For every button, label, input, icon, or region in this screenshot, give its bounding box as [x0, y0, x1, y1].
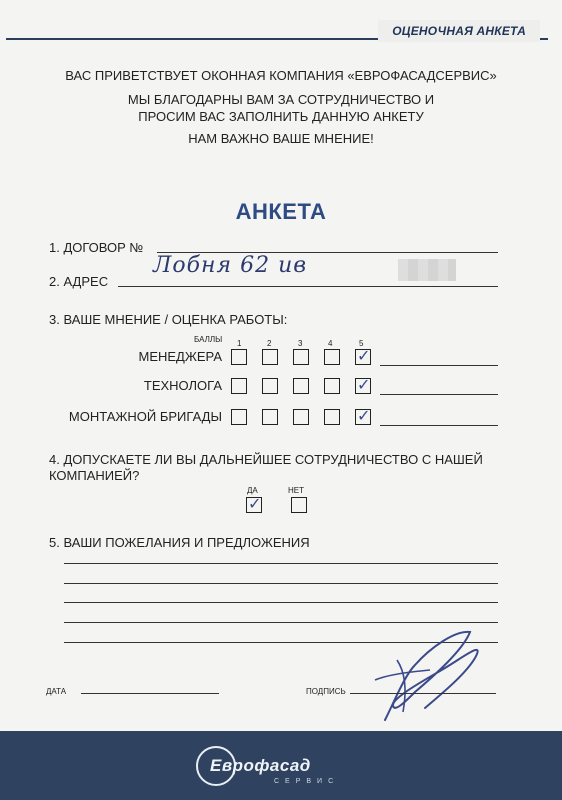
- rating-crew-comment-field[interactable]: [380, 425, 498, 426]
- rating-technologist-comment-field[interactable]: [380, 394, 498, 395]
- score-header-label: БАЛЛЫ: [194, 335, 223, 344]
- address-field[interactable]: [118, 286, 498, 287]
- rating-crew-4-checkbox[interactable]: [324, 409, 340, 425]
- intro-line-3: ПРОСИМ ВАС ЗАПОЛНИТЬ ДАННУЮ АНКЕТУ: [138, 109, 424, 124]
- rating-row-technologist-label: ТЕХНОЛОГА: [143, 378, 222, 393]
- answer-no-checkbox[interactable]: [291, 497, 307, 513]
- intro-line-4: НАМ ВАЖНО ВАШЕ МНЕНИЕ!: [188, 131, 374, 146]
- suggestions-line-1[interactable]: [64, 563, 498, 564]
- intro-line-1: ВАС ПРИВЕТСТВУЕТ ОКОННАЯ КОМПАНИЯ «ЕВРОФАСАДСЕРВИС»: [65, 68, 497, 83]
- logo-sub-text: СЕРВИС: [274, 778, 340, 785]
- signature-field[interactable]: [350, 693, 496, 694]
- header-band: [0, 18, 548, 48]
- rating-technologist-1-checkbox[interactable]: [231, 378, 247, 394]
- score-header-4: 4: [328, 339, 333, 348]
- rating-manager-2-checkbox[interactable]: [262, 349, 278, 365]
- rating-manager-comment-field[interactable]: [380, 365, 498, 366]
- rating-manager-1-checkbox[interactable]: [231, 349, 247, 365]
- question-suggestions-label: 5. ВАШИ ПОЖЕЛАНИЯ И ПРЕДЛОЖЕНИЯ: [49, 535, 310, 550]
- score-header-3: 3: [298, 339, 303, 348]
- rating-row-manager-label: МЕНЕДЖЕРА: [138, 349, 222, 364]
- address-handwritten-value: Лобня 62 ив: [153, 253, 308, 278]
- company-logo: [196, 744, 366, 790]
- rating-technologist-2-checkbox[interactable]: [262, 378, 278, 394]
- answer-yes-label: ДА: [247, 486, 258, 495]
- checkmark-icon: ✓: [248, 494, 262, 513]
- logo-brand-text: Еврофасад: [210, 756, 311, 775]
- suggestions-line-3[interactable]: [64, 602, 498, 603]
- redacted-area: [398, 259, 456, 281]
- intro-line-2: МЫ БЛАГОДАРНЫ ВАМ ЗА СОТРУДНИЧЕСТВО И: [127, 92, 435, 107]
- rating-crew-3-checkbox[interactable]: [293, 409, 309, 425]
- rating-technologist-3-checkbox[interactable]: [293, 378, 309, 394]
- score-header-2: 2: [267, 339, 272, 348]
- rating-technologist-4-checkbox[interactable]: [324, 378, 340, 394]
- form-title: АНКЕТА: [235, 199, 327, 224]
- signature-drawing: [335, 620, 495, 730]
- checkmark-icon: ✓: [357, 406, 371, 425]
- rating-manager-4-checkbox[interactable]: [324, 349, 340, 365]
- question-rating-label: 3. ВАШЕ МНЕНИЕ / ОЦЕНКА РАБОТЫ:: [49, 312, 288, 327]
- date-field[interactable]: [81, 693, 219, 694]
- score-header-5: 5: [359, 339, 364, 348]
- question-cooperation-line-2: КОМПАНИЕЙ?: [49, 468, 140, 483]
- header-tab-title: ОЦЕНОЧНАЯ АНКЕТА: [378, 20, 540, 42]
- answer-no-label: НЕТ: [288, 486, 304, 495]
- checkmark-icon: ✓: [357, 375, 371, 394]
- date-label: ДАТА: [46, 687, 67, 696]
- checkmark-icon: ✓: [357, 346, 371, 365]
- suggestions-line-2[interactable]: [64, 583, 498, 584]
- rating-row-crew-label: МОНТАЖНОЙ БРИГАДЫ: [68, 409, 222, 424]
- rating-crew-1-checkbox[interactable]: [231, 409, 247, 425]
- question-address-label: 2. АДРЕС: [49, 274, 109, 289]
- question-contract-label: 1. ДОГОВОР №: [49, 240, 144, 255]
- signature-label: ПОДПИСЬ: [306, 687, 346, 696]
- rating-crew-2-checkbox[interactable]: [262, 409, 278, 425]
- rating-manager-3-checkbox[interactable]: [293, 349, 309, 365]
- score-header-1: 1: [237, 339, 242, 348]
- question-cooperation-line-1: 4. ДОПУСКАЕТЕ ЛИ ВЫ ДАЛЬНЕЙШЕЕ СОТРУДНИЧЕСТВО С НАШЕЙ: [49, 452, 483, 467]
